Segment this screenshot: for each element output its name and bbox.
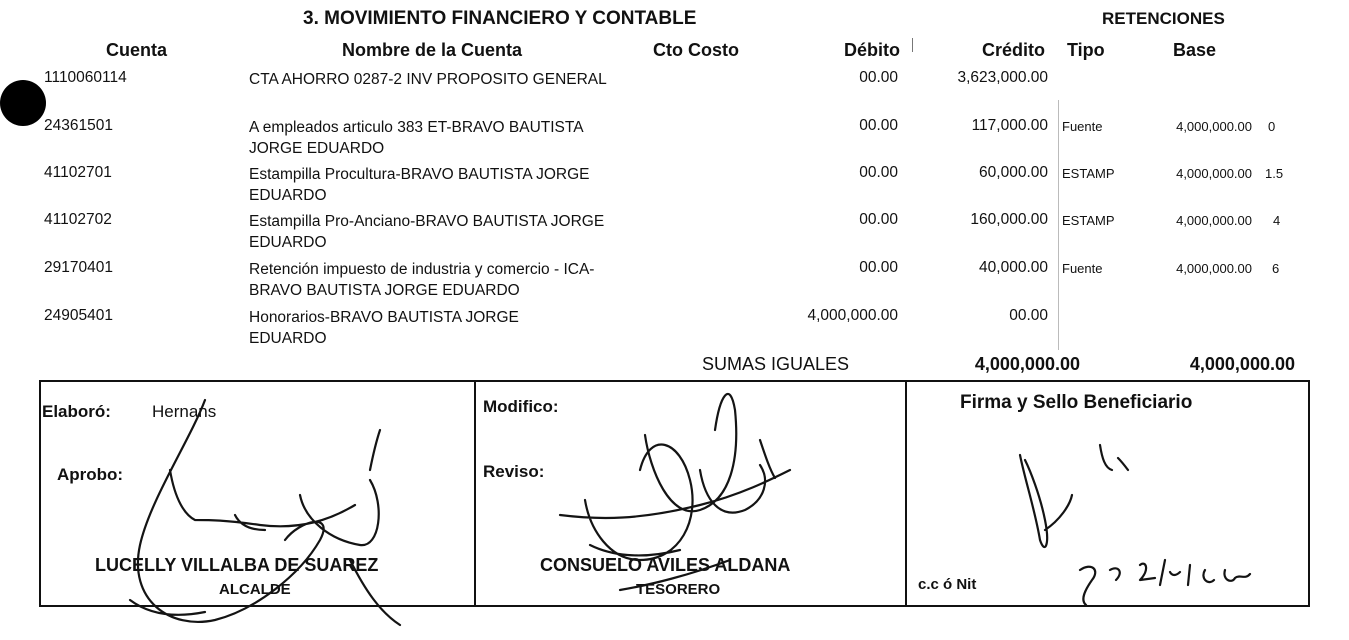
- elaboro-label: Elaboró:: [42, 402, 111, 421]
- aprobo-name: LUCELLY VILLALBA DE SUAREZ: [95, 555, 379, 575]
- elaboro-name: Hernans: [152, 402, 217, 421]
- totals-debito: 4,000,000.00: [974, 354, 1080, 374]
- cell-tarifa: 6: [1272, 261, 1280, 276]
- column-tick: [912, 38, 913, 52]
- beneficiario-title: Firma y Sello Beneficiario: [960, 392, 1193, 413]
- col-header-credito: Crédito: [982, 40, 1045, 60]
- reviso-name: CONSUELO AVILES ALDANA: [540, 555, 791, 575]
- retenciones-title: RETENCIONES: [1102, 9, 1225, 28]
- cell-tipo: Fuente: [1062, 119, 1103, 134]
- cell-debito: 00.00: [859, 211, 898, 228]
- col-header-tipo: Tipo: [1067, 40, 1105, 60]
- cell-base: 4,000,000.00: [1176, 261, 1252, 276]
- column-tick: [1058, 100, 1059, 350]
- col-header-cuenta: Cuenta: [106, 40, 168, 60]
- totals-credito: 4,000,000.00: [1189, 354, 1295, 374]
- cell-credito: 160,000.00: [970, 211, 1048, 228]
- cell-base: 4,000,000.00: [1176, 119, 1252, 134]
- cell-credito: 40,000.00: [979, 259, 1048, 276]
- cell-credito: 60,000.00: [979, 164, 1048, 181]
- cell-tarifa: 0: [1268, 119, 1276, 134]
- cell-base: 4,000,000.00: [1176, 166, 1252, 181]
- reviso-label: Reviso:: [483, 462, 545, 481]
- cell-nombre: CTA AHORRO 0287-2 INV PROPOSITO GENERAL: [249, 71, 607, 88]
- cell-cuenta: 29170401: [44, 259, 113, 276]
- cell-debito: 4,000,000.00: [807, 307, 898, 324]
- col-header-base: Base: [1173, 40, 1217, 60]
- cell-debito: 00.00: [859, 259, 898, 276]
- cell-debito: 00.00: [859, 164, 898, 181]
- cell-nombre: Estampilla Procultura-BRAVO BAUTISTA JORGE EDUARDO: [249, 166, 590, 204]
- cell-cuenta: 24361501: [44, 117, 113, 134]
- cell-tipo: Fuente: [1062, 261, 1103, 276]
- cell-cuenta: 1110060114: [44, 69, 127, 86]
- col-header-cto-costo: Cto Costo: [653, 40, 739, 60]
- nit-label: c.c ó Nit: [918, 576, 977, 593]
- cell-tarifa: 1.5: [1265, 166, 1284, 181]
- cell-credito: 00.00: [1009, 307, 1048, 324]
- cell-debito: 00.00: [859, 117, 898, 134]
- cell-cuenta: 41102702: [44, 211, 112, 228]
- cell-tarifa: 4: [1273, 213, 1281, 228]
- totals-label: SUMAS IGUALES: [702, 354, 850, 374]
- cell-tipo: ESTAMP: [1062, 166, 1115, 181]
- cell-cuenta: 41102701: [44, 164, 112, 181]
- bullet-mark: [0, 80, 46, 126]
- cell-nombre: A empleados articulo 383 ET-BRAVO BAUTISTA JORGE EDUARDO: [249, 119, 583, 157]
- reviso-role: TESORERO: [636, 581, 721, 598]
- cell-nombre: Estampilla Pro-Anciano-BRAVO BAUTISTA JORGE EDUARDO: [249, 213, 605, 251]
- beneficiario-box: [905, 380, 1310, 607]
- aprobo-label: Aprobo:: [57, 465, 124, 484]
- cell-nombre: Retención impuesto de industria y comercio - ICA-BRAVO BAUTISTA JORGE EDUARDO: [249, 261, 595, 299]
- aprobo-role: ALCALDE: [219, 581, 291, 598]
- col-header-nombre: Nombre de la Cuenta: [342, 40, 523, 60]
- cell-debito: 00.00: [859, 69, 898, 86]
- cell-base: 4,000,000.00: [1176, 213, 1252, 228]
- cell-credito: 117,000.00: [971, 117, 1048, 134]
- cell-credito: 3,623,000.00: [957, 69, 1048, 86]
- modifico-label: Modifico:: [483, 397, 559, 416]
- cell-tipo: ESTAMP: [1062, 213, 1115, 228]
- cell-cuenta: 24905401: [44, 307, 113, 324]
- section-title: 3. MOVIMIENTO FINANCIERO Y CONTABLE: [303, 8, 697, 29]
- cell-nombre: Honorarios-BRAVO BAUTISTA JORGE EDUARDO: [249, 309, 519, 347]
- col-header-debito: Débito: [844, 40, 900, 60]
